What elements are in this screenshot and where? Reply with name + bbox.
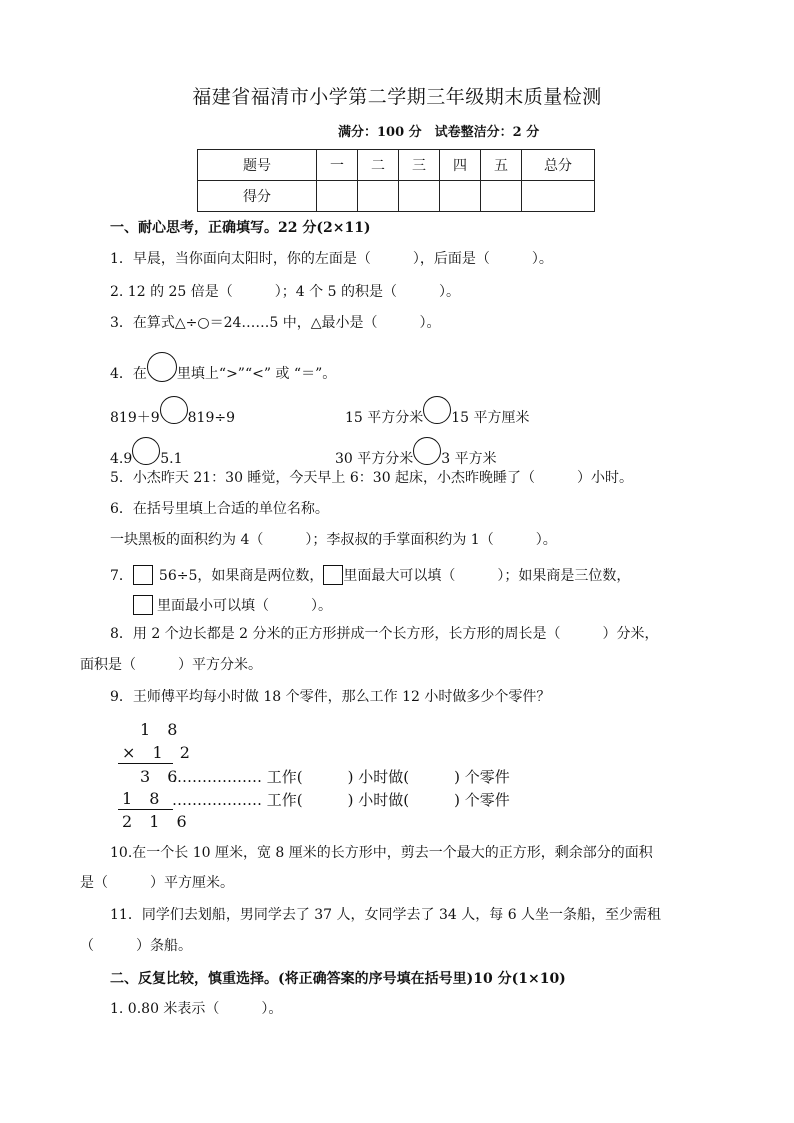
compare-right: 819÷9 [187, 410, 235, 426]
table-cell: 二 [358, 150, 399, 181]
question-1: 1．早晨，当你面向太阳时，你的左面是（ ），后面是（ ）。 [110, 251, 553, 267]
answer-circle[interactable] [423, 396, 451, 424]
square-box[interactable] [133, 565, 153, 585]
compare-right: 5.1 [160, 451, 183, 467]
table-cell: 得分 [198, 181, 317, 212]
compare-4 [335, 437, 497, 466]
score-table [197, 149, 595, 212]
question-10-line2: 是（ ）平方厘米。 [80, 875, 234, 891]
table-cell: 题号 [198, 150, 317, 181]
mult-row-5: 2 1 6 [122, 812, 193, 831]
mult-divider [118, 809, 173, 810]
table-cell: 三 [399, 150, 440, 181]
compare-right: 15 平方厘米 [451, 410, 530, 426]
square-box[interactable] [133, 595, 153, 615]
mult-row-3: 3 6 [140, 767, 184, 786]
question-4-post: 里填上“>”“<” 或 “＝”。 [176, 366, 337, 382]
square-box[interactable] [323, 565, 343, 585]
compare-left: 819＋9 [110, 410, 160, 426]
question-5: 5．小杰昨天 21：30 睡觉，今天早上 6：30 起床，小杰昨晚睡了（ ）小时。 [110, 470, 634, 486]
mult-fill-2: ……………… 工作( ) 小时做( ) 个零件 [172, 791, 510, 809]
page-subtitle: 满分：100 分 试卷整洁分：2 分 [338, 125, 540, 140]
score-cell[interactable] [399, 181, 440, 212]
compare-left: 15 平方分米 [345, 410, 424, 426]
question-10-line1: 10.在一个长 10 厘米，宽 8 厘米的长方形中，剪去一个最大的正方形，剩余部分的面积 [110, 845, 653, 861]
compare-left: 30 平方分米 [335, 451, 414, 467]
question-7-text-c: 里面最小可以填（ ）。 [157, 598, 332, 614]
question-4 [110, 352, 336, 382]
question-7-line2 [133, 595, 332, 615]
table-cell: 总分 [522, 150, 595, 181]
question-7-text-a: 56÷5，如果商是两位数， [158, 568, 324, 584]
answer-circle[interactable] [132, 437, 160, 465]
question-3: 3．在算式△÷○＝24……5 中，△最小是（ ）。 [110, 315, 441, 331]
answer-circle[interactable] [413, 437, 441, 465]
question-11-line2: （ ）条船。 [80, 938, 192, 954]
question-8-line2: 面积是（ ）平方分米。 [80, 657, 262, 673]
compare-3 [110, 437, 183, 466]
table-row [198, 181, 595, 212]
compare-2 [345, 396, 530, 425]
question-6-line: 一块黑板的面积约为 4（ ）；李叔叔的手掌面积约为 1（ ）。 [110, 532, 557, 548]
question-8-line1: 8．用 2 个边长都是 2 分米的正方形拼成一个长方形，长方形的周长是（ ）分米， [110, 626, 659, 642]
section1-heading: 一、耐心思考，正确填写。22 分(2×11) [110, 220, 371, 236]
score-cell[interactable] [440, 181, 481, 212]
compare-1 [110, 396, 235, 425]
score-cell[interactable] [317, 181, 358, 212]
score-cell[interactable] [358, 181, 399, 212]
score-cell[interactable] [522, 181, 595, 212]
section2-question-1: 1. 0.80 米表示（ ）。 [110, 1001, 283, 1017]
question-9: 9．王师傅平均每小时做 18 个零件，那么工作 12 小时做多少个零件？ [110, 689, 551, 705]
score-cell[interactable] [481, 181, 522, 212]
circle-icon [147, 352, 177, 382]
table-cell: 四 [440, 150, 481, 181]
question-7-text-b: 里面最大可以填（ ）；如果商是三位数， [343, 568, 631, 584]
answer-circle[interactable] [160, 396, 188, 424]
question-6: 6．在括号里填上合适的单位名称。 [110, 501, 329, 517]
table-cell: 一 [317, 150, 358, 181]
question-4-pre: 4．在 [110, 366, 147, 382]
question-11-line1: 11．同学们去划船，男同学去了 37 人，女同学去了 34 人，每 6 人坐一条船，至少需租 [110, 907, 662, 923]
section2-heading: 二、反复比较，慎重选择。(将正确答案的序号填在括号里)10 分(1×10) [110, 971, 566, 987]
question-7 [110, 565, 630, 585]
table-cell: 五 [481, 150, 522, 181]
mult-fill-1: ……………… 工作( ) 小时做( ) 个零件 [172, 768, 510, 786]
mult-row-1: 1 8 [140, 720, 184, 739]
mult-row-2: × 1 2 [122, 743, 196, 762]
mult-divider [118, 763, 173, 764]
mult-row-4: 1 8 [122, 789, 166, 808]
compare-left: 4.9 [110, 451, 133, 467]
page-title: 福建省福清市小学第二学期三年级期末质量检测 [192, 86, 602, 108]
table-row [198, 150, 595, 181]
compare-right: 3 平方米 [441, 451, 497, 467]
question-7-number: 7． [110, 568, 133, 584]
question-2: 2. 12 的 25 倍是（ ）；4 个 5 的积是（ ）。 [110, 284, 460, 300]
